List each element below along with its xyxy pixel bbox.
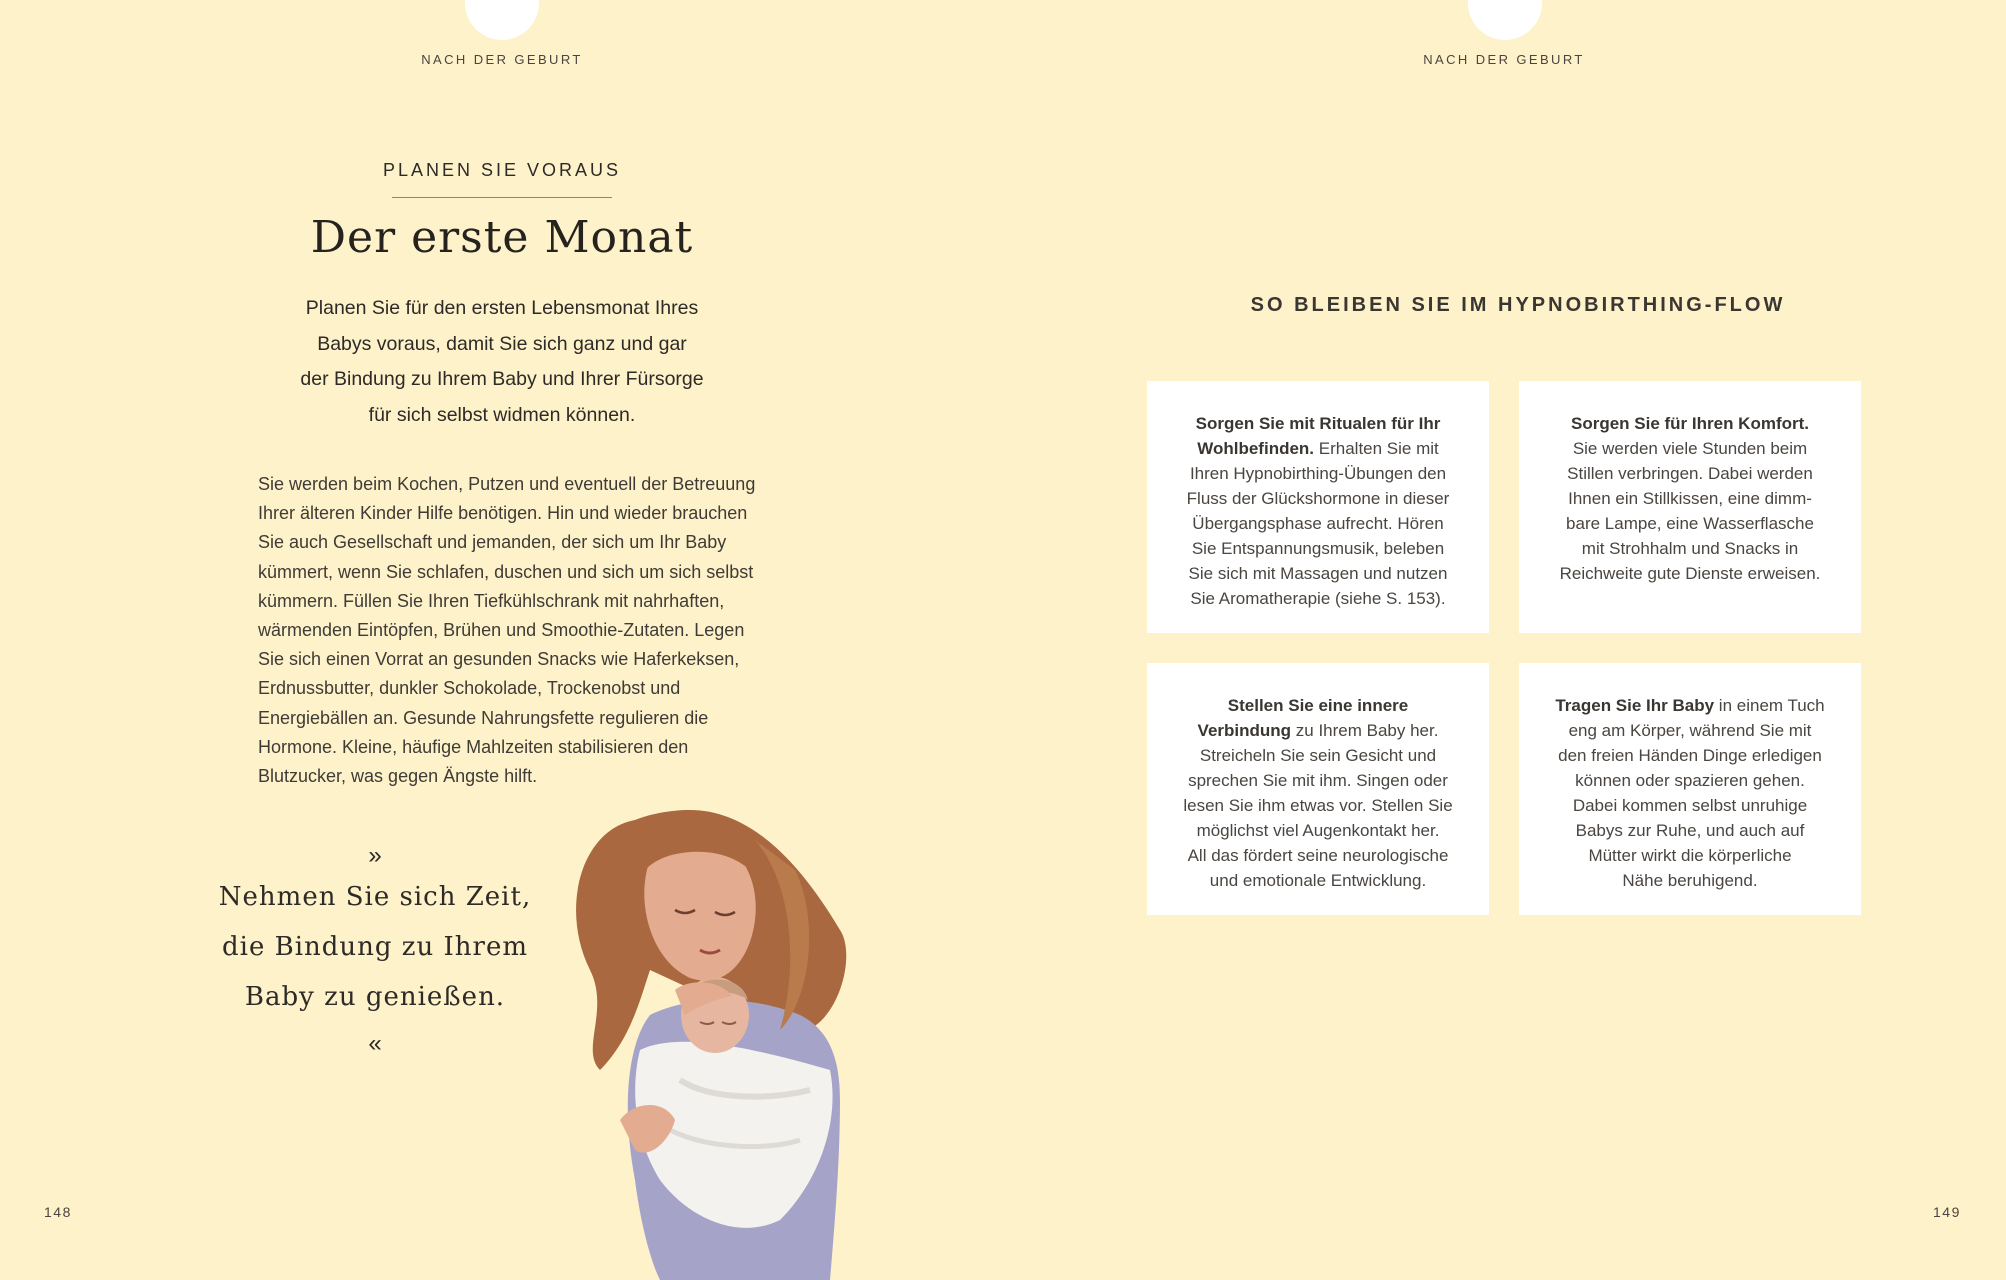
body-line: Sie auch Gesellschaft und jemanden, der sich um Ihr Baby xyxy=(258,532,727,553)
page-tab-marker xyxy=(1468,0,1542,40)
tip-card xyxy=(1147,663,1489,915)
card-line: und emotionale Entwicklung. xyxy=(1209,871,1427,890)
kicker: PLANEN SIE VORAUS xyxy=(382,160,622,180)
card-line: All das fördert seine neurologische xyxy=(1187,846,1449,865)
page-number: 149 xyxy=(1933,1204,1961,1220)
intro-line: für sich selbst widmen können. xyxy=(368,403,636,426)
card-line: den freien Händen Dinge erledigen xyxy=(1558,746,1822,765)
body-line: Erdnussbutter, dunkler Schokolade, Trockenobst und xyxy=(258,678,681,699)
card-line: Babys zur Ruhe, und auch auf xyxy=(1575,821,1805,840)
card-line: Sie sich mit Massagen und nutzen xyxy=(1188,564,1448,583)
intro-line: Babys voraus, damit Sie sich ganz und gar xyxy=(317,332,687,355)
card-line: lesen Sie ihm etwas vor. Stellen Sie xyxy=(1183,796,1453,815)
card-line: Reichweite gute Dienste erweisen. xyxy=(1559,564,1821,583)
intro-line: Planen Sie für den ersten Lebensmonat Ihres xyxy=(305,297,699,319)
section-heading: SO BLEIBEN SIE IM HYPNOBIRTHING-FLOW xyxy=(1250,294,1786,316)
card-line: Dabei kommen selbst unruhige xyxy=(1572,796,1808,815)
card-line: Streicheln Sie sein Gesicht und xyxy=(1199,746,1437,765)
pull-quote-line: die Bindung zu Ihrem xyxy=(221,932,528,962)
tip-card xyxy=(1519,663,1861,915)
pull-quote xyxy=(210,872,540,1022)
card-line: Sie Aromatherapie (siehe S. 153). xyxy=(1190,589,1446,608)
pull-quote-line: Baby zu genießen. xyxy=(244,982,506,1012)
card-line: Übergangsphase aufrecht. Hören xyxy=(1192,514,1444,533)
card-lead: Stellen Sie eine innere xyxy=(1227,696,1409,715)
kicker-divider xyxy=(392,197,612,198)
card-line: Stillen verbringen. Dabei werden xyxy=(1567,464,1813,483)
tip-card xyxy=(1519,381,1861,633)
body-line: Sie sich einen Vorrat an gesunden Snacks wie Haferkeksen, xyxy=(258,649,740,670)
card-line: zu Ihrem Baby her. xyxy=(1291,721,1439,740)
body-line: Hormone. Kleine, häufige Mahlzeiten stabilisieren den xyxy=(258,736,689,757)
card-lead: Sorgen Sie mit Ritualen für Ihr xyxy=(1195,414,1441,433)
card-line: Nähe beruhigend. xyxy=(1622,871,1758,890)
card-line: Erhalten Sie mit xyxy=(1314,439,1439,458)
card-line: Ihren Hypnobirthing-Übungen den xyxy=(1189,464,1447,483)
right-page xyxy=(1003,0,2006,1280)
body-line: kümmern. Füllen Sie Ihren Tiefkühlschrank mit nahrhaften, xyxy=(258,590,725,611)
tip-card xyxy=(1147,381,1489,633)
card-line: sprechen Sie mit ihm. Singen oder xyxy=(1188,771,1448,790)
page-tab-marker xyxy=(465,0,539,40)
page-number: 148 xyxy=(44,1204,72,1220)
card-line: Mütter wirkt die körperliche xyxy=(1588,846,1792,865)
card-lead: Verbindung xyxy=(1197,721,1292,740)
card-line: mit Strohhalm und Snacks in xyxy=(1581,539,1799,558)
intro-line: der Bindung zu Ihrem Baby und Ihrer Fürsorge xyxy=(300,368,704,390)
body-line: Sie werden beim Kochen, Putzen und eventuell der Betreuung xyxy=(258,474,756,494)
quote-close-mark: « xyxy=(368,1030,382,1057)
card-line: können oder spazieren gehen. xyxy=(1575,771,1805,790)
body-line: Blutzucker, was gegen Ängste hilft. xyxy=(258,766,538,787)
quote-open-mark: » xyxy=(368,842,382,869)
body-line: kümmert, wenn Sie schlafen, duschen und sich um sich selbst xyxy=(258,561,754,582)
mother-baby-illustration xyxy=(540,800,860,1280)
running-head: NACH DER GEBURT xyxy=(1423,52,1585,67)
card-line: Sie werden viele Stunden beim xyxy=(1572,439,1808,458)
card-line: Sie Entspannungsmusik, beleben xyxy=(1191,539,1445,558)
card-lead: Sorgen Sie für Ihren Komfort. xyxy=(1570,414,1810,433)
card-lead: Wohlbefinden. xyxy=(1197,439,1315,458)
card-line: bare Lampe, eine Wasserflasche xyxy=(1566,514,1814,533)
pull-quote-line: Nehmen Sie sich Zeit, xyxy=(218,882,532,912)
card-lead: Tragen Sie Ihr Baby xyxy=(1555,696,1715,715)
body-line: wärmenden Eintöpfen, Brühen und Smoothie-Zutaten. Legen xyxy=(258,620,745,641)
intro-paragraph xyxy=(272,291,732,433)
card-line: in einem Tuch xyxy=(1714,696,1825,715)
body-line: Energiebällen an. Gesunde Nahrungsfette regulieren die xyxy=(258,707,709,728)
card-line: Fluss der Glückshormone in dieser xyxy=(1186,489,1450,508)
card-line: Ihnen ein Stillkissen, eine dimm- xyxy=(1568,489,1812,508)
running-head: NACH DER GEBURT xyxy=(421,52,583,67)
body-line: Ihrer älteren Kinder Hilfe benötigen. Hin und wieder brauchen xyxy=(258,503,748,524)
card-line: möglichst viel Augenkontakt her. xyxy=(1196,821,1440,840)
body-paragraph xyxy=(258,470,778,791)
card-line: eng am Körper, während Sie mit xyxy=(1568,721,1812,740)
page-title: Der erste Monat xyxy=(310,212,694,263)
